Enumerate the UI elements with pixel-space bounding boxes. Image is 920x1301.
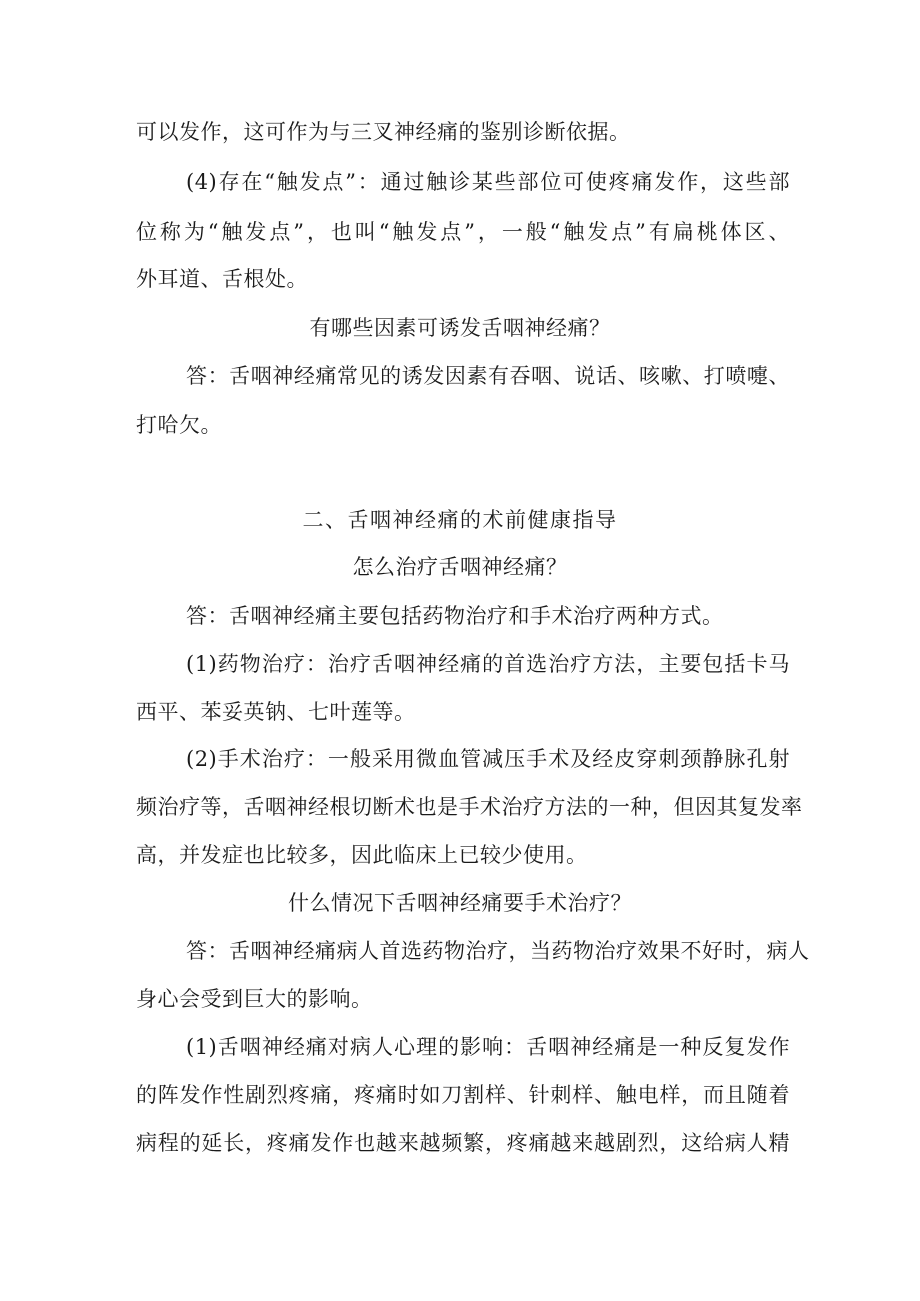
paragraph-line: 的阵发作性剧烈疼痛，疼痛时如刀割样、针刺样、触电样，而且随着 (136, 1083, 790, 1107)
question-heading: 怎么治疗舌咽神经痛？ (352, 555, 568, 579)
paragraph-line: (2)手术治疗：一般采用微血管减压手术及经皮穿刺颈静脉孔射 (186, 747, 790, 771)
paragraph-line: (1)药物治疗：治疗舌咽神经痛的首选治疗方法，主要包括卡马 (186, 652, 790, 676)
paragraph-line: 打哈欠。 (136, 413, 222, 437)
paragraph-line: 答：舌咽神经痛病人首选药物治疗，当药物治疗效果不好时，病人 (186, 939, 810, 963)
paragraph-line: 可以发作，这可作为与三叉神经痛的鉴别诊断依据。 (136, 120, 631, 144)
question-heading: 什么情况下舌咽神经痛要手术治疗？ (288, 891, 632, 915)
paragraph-line: 西平、苯妥英钠、七叶莲等。 (136, 700, 416, 724)
paragraph-line: 病程的延长，疼痛发作也越来越频繁，疼痛越来越剧烈，这给病人精 (136, 1131, 790, 1155)
paragraph-line: 外耳道、舌根处。 (136, 267, 308, 291)
paragraph-line: 位称为“触发点”，也叫“触发点”，一般“触发点”有扁桃体区、 (136, 220, 790, 244)
paragraph-line: 答：舌咽神经痛主要包括药物治疗和手术治疗两种方式。 (186, 604, 724, 628)
question-heading: 有哪些因素可诱发舌咽神经痛？ (309, 316, 611, 340)
paragraph-line: 频治疗等，舌咽神经根切断术也是手术治疗方法的一种，但因其复发率 (136, 795, 803, 819)
paragraph-line: (4)存在“触发点”：通过触诊某些部位可使疼痛发作，这些部 (186, 170, 790, 194)
paragraph-line: 答：舌咽神经痛常见的诱发因素有吞咽、说话、咳嗽、打喷嚏、 (186, 364, 790, 388)
paragraph-line: (1)舌咽神经痛对病人心理的影响：舌咽神经痛是一种反复发作 (186, 1035, 790, 1059)
section-heading: 二、舌咽神经痛的术前健康指导 (302, 508, 618, 532)
paragraph-line: 身心会受到巨大的影响。 (136, 987, 373, 1011)
paragraph-line: 高，并发症也比较多，因此临床上已较少使用。 (136, 843, 588, 867)
